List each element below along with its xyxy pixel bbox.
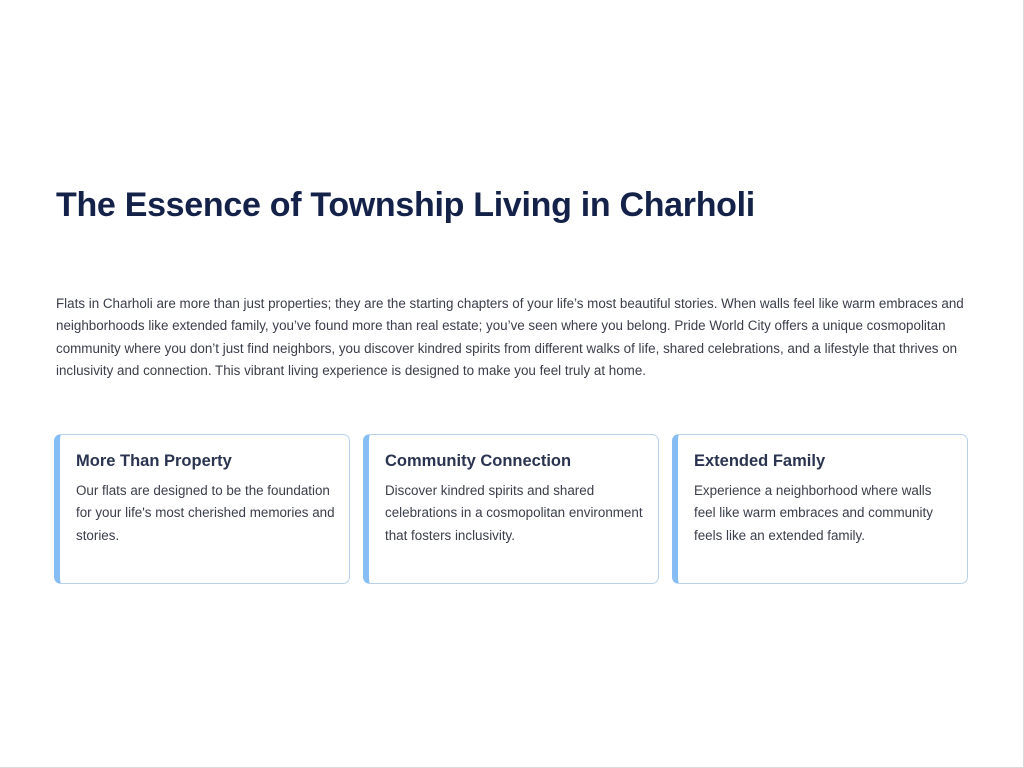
feature-card-community-connection [363, 434, 659, 584]
card-title: Community Connection [385, 452, 572, 470]
intro-paragraph: Flats in Charholi are more than just properties; they are the starting chapters of your life’s most beautiful stories. When walls feel like warm embraces and neighborhoods like extended family, you’ve found more than real estate; you’ve seen where you belong. Pride World City offers a unique cosmopolitan community where you don’t just find neighbors, you discover kindred spirits from different walks of life, shared celebrations, and a lifestyle that thrives on inclusivity and connection. This vibrant living experience is designed to make you feel truly at home. [56, 296, 964, 378]
feature-card-extended-family [672, 434, 968, 584]
card-text: Our flats are designed to be the foundation for your life's most cherished memories and stories. [76, 483, 335, 543]
feature-cards [54, 434, 968, 584]
card-title: Extended Family [694, 452, 826, 470]
card-title: More Than Property [76, 452, 232, 470]
page-title: The Essence of Township Living in Charholi [56, 186, 755, 224]
card-text: Discover kindred spirits and shared celebrations in a cosmopolitan environment that fosters inclusivity. [385, 483, 643, 543]
card-text: Experience a neighborhood where walls feel like warm embraces and community feels like an extended family. [694, 483, 933, 543]
feature-card-more-than-property [54, 434, 350, 584]
